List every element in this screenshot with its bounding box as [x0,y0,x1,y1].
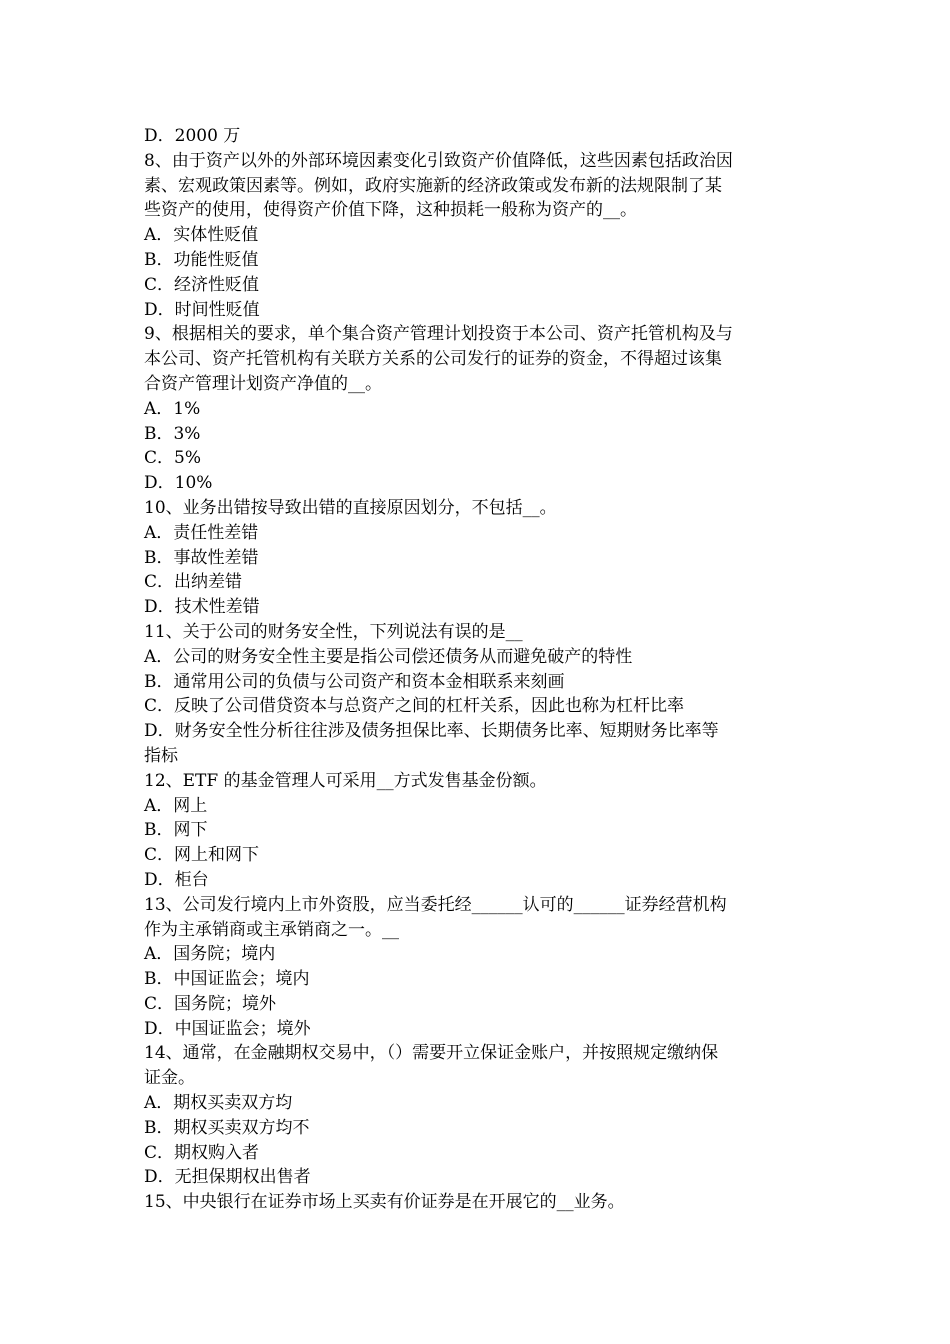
option-line: D．时间性贬值 [144,299,260,320]
option-line: C．网上和网下 [144,845,260,866]
option-line: A．期权买卖双方均 [144,1093,293,1114]
option-line: D．中国证监会；境外 [144,1018,311,1039]
option-line: D．2000 万 [144,126,241,146]
option-line: D．无担保期权出售者 [144,1167,311,1188]
question-14-text: 14、通常，在金融期权交易中，（）需要开立保证金账户，并按照规定缴纳保 [144,1043,719,1064]
question-12-text: 12、ETF 的基金管理人可采用__方式发售基金份额。 [144,770,547,791]
option-line: B．期权买卖双方均不 [144,1117,310,1138]
option-line: 指标 [144,745,178,766]
question-8-text: 8、由于资产以外的外部环境因素变化引致资产价值降低，这些因素包括政治因 [144,150,733,171]
option-line: B．3% [144,423,201,444]
option-line: A．实体性贬值 [144,225,259,246]
question-13-text: 13、公司发行境内上市外资股，应当委托经______认可的______证券经营机构 [144,894,727,915]
option-line: D．财务安全性分析往往涉及债务担保比率、长期债务比率、短期财务比率等 [144,721,719,742]
option-line: D．技术性差错 [144,597,260,618]
question-15-text: 15、中央银行在证券市场上买卖有价证券是在开展它的__业务。 [144,1192,625,1213]
question-9-text: 9、根据相关的要求，单个集合资产管理计划投资于本公司、资产托管机构及与 [144,324,733,345]
question-9-text: 本公司、资产托管机构有关联方关系的公司发行的证券的资金，不得超过该集 [144,349,722,370]
option-line: B．网下 [144,820,208,841]
option-line: B．事故性差错 [144,547,259,568]
option-line: C．经济性贬值 [144,274,260,295]
option-line: A．1% [144,398,201,419]
option-line: B．中国证监会；境内 [144,969,310,990]
question-13-text: 作为主承销商或主承销商之一。__ [144,919,399,940]
option-line: D．柜台 [144,869,209,890]
option-line: C．国务院；境外 [144,993,277,1014]
option-line: A．公司的财务安全性主要是指公司偿还债务从而避免破产的特性 [144,646,633,667]
option-line: C．反映了公司借贷资本与总资产之间的杠杆关系，因此也称为杠杆比率 [144,696,685,717]
option-line: A．国务院；境内 [144,944,276,965]
question-8-text: 些资产的使用，使得资产价值下降，这种损耗一般称为资产的__。 [144,200,637,221]
question-14-text: 证金。 [144,1068,195,1089]
question-11-text: 11、关于公司的财务安全性，下列说法有误的是__ [144,621,523,642]
question-10-text: 10、业务出错按导致出错的直接原因划分，不包括__。 [144,497,557,518]
option-line: B．功能性贬值 [144,249,259,270]
option-line: C．5% [144,448,201,469]
option-line: D．10% [144,473,213,494]
option-line: A．网上 [144,795,208,816]
document-body [144,124,814,1215]
option-line: A．责任性差错 [144,522,259,543]
option-line: C．出纳差错 [144,572,243,593]
question-9-text: 合资产管理计划资产净值的__。 [144,373,382,394]
option-line: C．期权购入者 [144,1142,260,1163]
question-8-text: 素、宏观政策因素等。例如，政府实施新的经济政策或发布新的法规限制了某 [144,175,722,196]
option-line: B．通常用公司的负债与公司资产和资本金相联系来刻画 [144,671,565,692]
